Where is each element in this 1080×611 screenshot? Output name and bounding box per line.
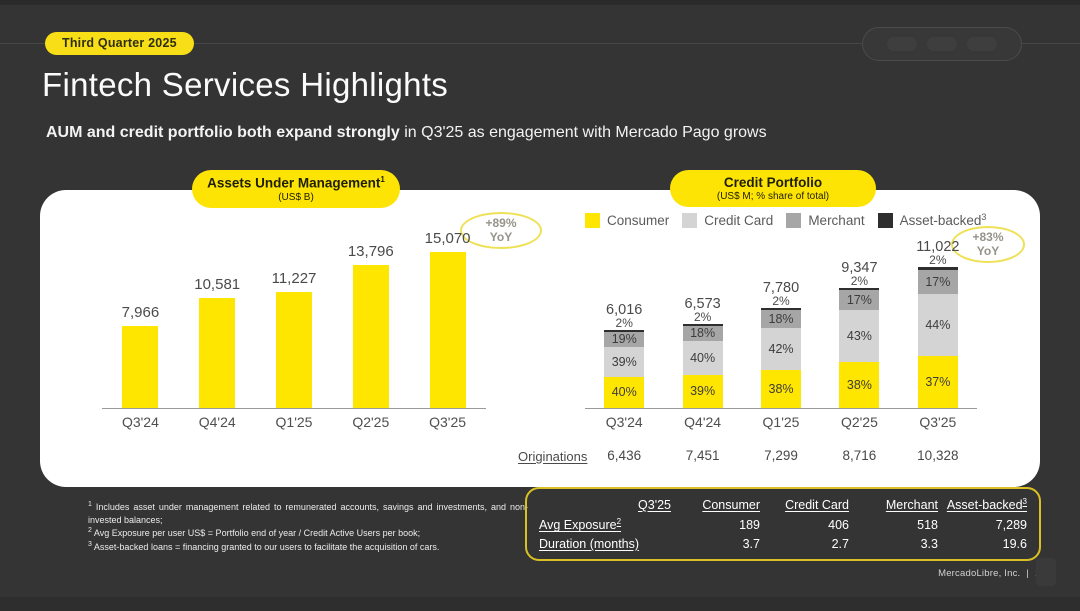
aum-bar	[430, 252, 466, 408]
table-header-superscript: 3	[1022, 496, 1027, 506]
aum-bar-value: 10,581	[194, 276, 241, 293]
aum-bar	[122, 326, 158, 408]
table-row-label-text: Avg Exposure$^2$	[539, 517, 622, 533]
credit-stacked-bar	[761, 308, 801, 408]
aum-bar-value: 7,966	[121, 304, 160, 321]
legend-label: Asset-backed	[899, 213, 982, 228]
table-row-label	[539, 537, 671, 551]
footnote-superscript: 1	[88, 501, 92, 508]
credit-stacked-bar	[683, 324, 723, 408]
segment-consumer: 38%	[761, 370, 801, 408]
credit-yoy-label: YoY	[976, 243, 1000, 258]
subtitle-bold: AUM and credit portfolio both expand strongly	[46, 124, 400, 141]
segment-merchant: 17%	[918, 270, 958, 294]
table-header-text: Q3'25	[638, 497, 671, 512]
aum-x-axis	[102, 408, 486, 409]
table-header-text: Merchant	[885, 497, 938, 512]
aum-bar-value: 15,070	[424, 230, 471, 247]
credit-stacked-bar	[839, 288, 879, 408]
charts-panel	[40, 175, 1040, 487]
aum-chart-title-pill	[192, 170, 400, 208]
aum-chart-units: (US$ B)	[278, 191, 314, 203]
aum-x-tick-label: Q3'24	[121, 414, 159, 430]
table-row	[539, 537, 1027, 551]
table-value-cell: 7,289	[995, 517, 1027, 532]
credit-top-percent-label: 2%	[772, 294, 790, 308]
originations-value: 7,451	[685, 448, 720, 463]
legend-superscript: 3	[981, 212, 987, 222]
table-value-cell: 3.7	[742, 537, 760, 552]
aum-chart	[102, 190, 486, 408]
credit-total-label: 11,022	[916, 238, 960, 255]
originations-value: 6,436	[607, 448, 642, 463]
aum-bar	[276, 292, 312, 408]
credit-x-tick-label: Q4'24	[684, 414, 722, 430]
aum-x-tick-label: Q1'25	[275, 414, 313, 430]
subtitle-rest: in Q3'25 as engagement with Mercado Pago grows	[399, 124, 767, 141]
aum-bar-value: 11,227	[271, 270, 317, 287]
credit-top-percent-label: 2%	[693, 310, 712, 324]
credit-stacked-bar	[918, 267, 958, 408]
aum-yoy-label: YoY	[489, 229, 513, 244]
aum-title-superscript: 1	[380, 175, 385, 185]
aum-bar-group	[179, 276, 256, 408]
credit-top-percent-label: 2%	[615, 316, 633, 330]
aum-x-tick-label: Q2'25	[352, 414, 390, 430]
table-header-cell	[539, 498, 671, 512]
credit-chart-title: Credit Portfolio	[723, 175, 823, 191]
segment-credit-card: 39%	[604, 347, 644, 377]
aum-chart-title: Assets Under Management$^1$	[207, 175, 385, 191]
table-row-label-superscript: 2	[616, 517, 622, 526]
table-value-cell: 19.6	[1002, 537, 1027, 552]
table-value-cell: 3.3	[920, 537, 938, 552]
page-subtitle	[46, 124, 767, 142]
credit-stacked-bar	[604, 330, 644, 408]
segment-credit-card: 40%	[683, 341, 723, 375]
credit-top-percent-label: 2%	[850, 274, 869, 288]
table-header-cell	[760, 498, 849, 512]
originations-value: 8,716	[842, 448, 877, 463]
aum-bar-group	[102, 304, 179, 408]
credit-total-label: 9,347	[841, 259, 878, 276]
credit-top-percent-label: 2%	[929, 253, 947, 267]
credit-total-label: 7,780	[762, 279, 800, 296]
credit-bar-group	[742, 281, 820, 409]
top-strip	[0, 0, 1080, 5]
footnotes	[88, 500, 528, 553]
aum-bar	[353, 265, 389, 408]
table-value-cell: 406	[828, 517, 849, 532]
aum-bar-value: 13,796	[347, 243, 394, 260]
credit-yoy-value: +83%	[972, 229, 1004, 244]
ghost-watermark	[1036, 558, 1056, 586]
segment-merchant: 17%	[839, 290, 879, 310]
table-header-text: Credit Card	[785, 497, 849, 512]
ghost-logo-mark	[967, 37, 997, 51]
originations-value: 7,299	[764, 448, 798, 463]
segment-credit-card: 42%	[761, 328, 801, 370]
ghost-logo-mark	[887, 37, 917, 51]
originations-value: 10,328	[917, 448, 959, 463]
footnote-text: Avg Exposure per user US$ = Portfolio end of year / Credit Active Users per book;	[91, 528, 421, 539]
segment-consumer: 38%	[839, 362, 879, 408]
credit-bar-group	[899, 240, 977, 409]
credit-chart-title-pill	[670, 170, 876, 207]
originations-label: Originations	[518, 449, 588, 464]
legend-label: Consumer	[607, 213, 670, 228]
table-header-cell	[671, 498, 760, 512]
table-row-label	[539, 517, 671, 532]
quarter-badge: Third Quarter 2025	[45, 32, 194, 55]
ghost-logo-mark	[927, 37, 957, 51]
credit-chart	[585, 190, 977, 408]
segment-merchant: 19%	[604, 332, 644, 347]
footnote-text: Asset-backed loans = financing granted to our users to facilitate the acquisition of cars.	[91, 541, 440, 552]
table-row-label-text: Duration (months)	[539, 537, 640, 552]
page-title: Fintech Services Highlights	[42, 66, 449, 103]
segment-merchant: 18%	[683, 326, 723, 341]
footnote-1	[88, 500, 528, 526]
credit-x-tick-label: Q2'25	[840, 414, 878, 430]
table-header-row	[539, 497, 1027, 512]
originations-row	[585, 448, 977, 463]
footnote-superscript: 3	[88, 540, 92, 548]
aum-x-labels	[102, 414, 486, 430]
table-header-text: Asset-backed$^3$	[946, 496, 1027, 513]
table-value-cell: 2.7	[831, 537, 849, 552]
aum-x-tick-label: Q3'25	[429, 414, 467, 430]
credit-total-label: 6,573	[684, 295, 721, 312]
footer-separator: |	[1026, 568, 1030, 579]
credit-x-axis	[585, 408, 977, 409]
table-row	[539, 517, 1027, 532]
bottom-strip	[0, 597, 1080, 611]
aum-bar-group	[409, 230, 486, 408]
segment-consumer: 39%	[683, 375, 723, 408]
footer-company: MercadoLibre, Inc.	[938, 568, 1021, 579]
footnote-3	[88, 540, 528, 554]
credit-metrics-table	[525, 487, 1041, 561]
segment-credit-card: 43%	[839, 310, 879, 362]
credit-x-labels	[585, 414, 977, 430]
credit-bar-group	[585, 303, 663, 409]
aum-bar-group	[332, 243, 409, 408]
aum-x-tick-label: Q4'24	[198, 414, 236, 430]
credit-bar-group	[820, 261, 898, 409]
credit-bar-group	[663, 297, 741, 409]
slide-footer	[938, 568, 1046, 579]
credit-chart-units: (US$ M; % share of total)	[716, 190, 830, 202]
meli-ghost-logo	[862, 27, 1022, 61]
legend-label: Merchant	[808, 213, 865, 228]
legend-label: Credit Card	[704, 213, 774, 228]
credit-x-tick-label: Q3'25	[919, 414, 957, 430]
segment-credit-card: 44%	[918, 294, 958, 356]
table-value-cell: 518	[917, 517, 938, 532]
table-header-cell	[938, 497, 1027, 512]
aum-yoy-value: +89%	[485, 215, 517, 230]
footnote-superscript: 2	[88, 527, 92, 535]
segment-consumer: 40%	[604, 377, 644, 408]
credit-total-label: 6,016	[606, 301, 643, 318]
credit-x-tick-label: Q3'24	[605, 414, 643, 430]
table-header-text: Consumer	[702, 497, 760, 512]
aum-bar	[199, 298, 235, 408]
segment-consumer: 37%	[918, 356, 958, 408]
segment-merchant: 18%	[761, 310, 801, 328]
footnote-text: Includes asset under management related to remunerated accounts, savings and investments, and non-invested balances;	[88, 502, 528, 525]
table-value-cell: 189	[739, 517, 760, 532]
footnote-2	[88, 526, 528, 540]
table-header-cell	[849, 498, 938, 512]
credit-x-tick-label: Q1'25	[762, 414, 800, 430]
aum-bar-group	[256, 270, 333, 408]
